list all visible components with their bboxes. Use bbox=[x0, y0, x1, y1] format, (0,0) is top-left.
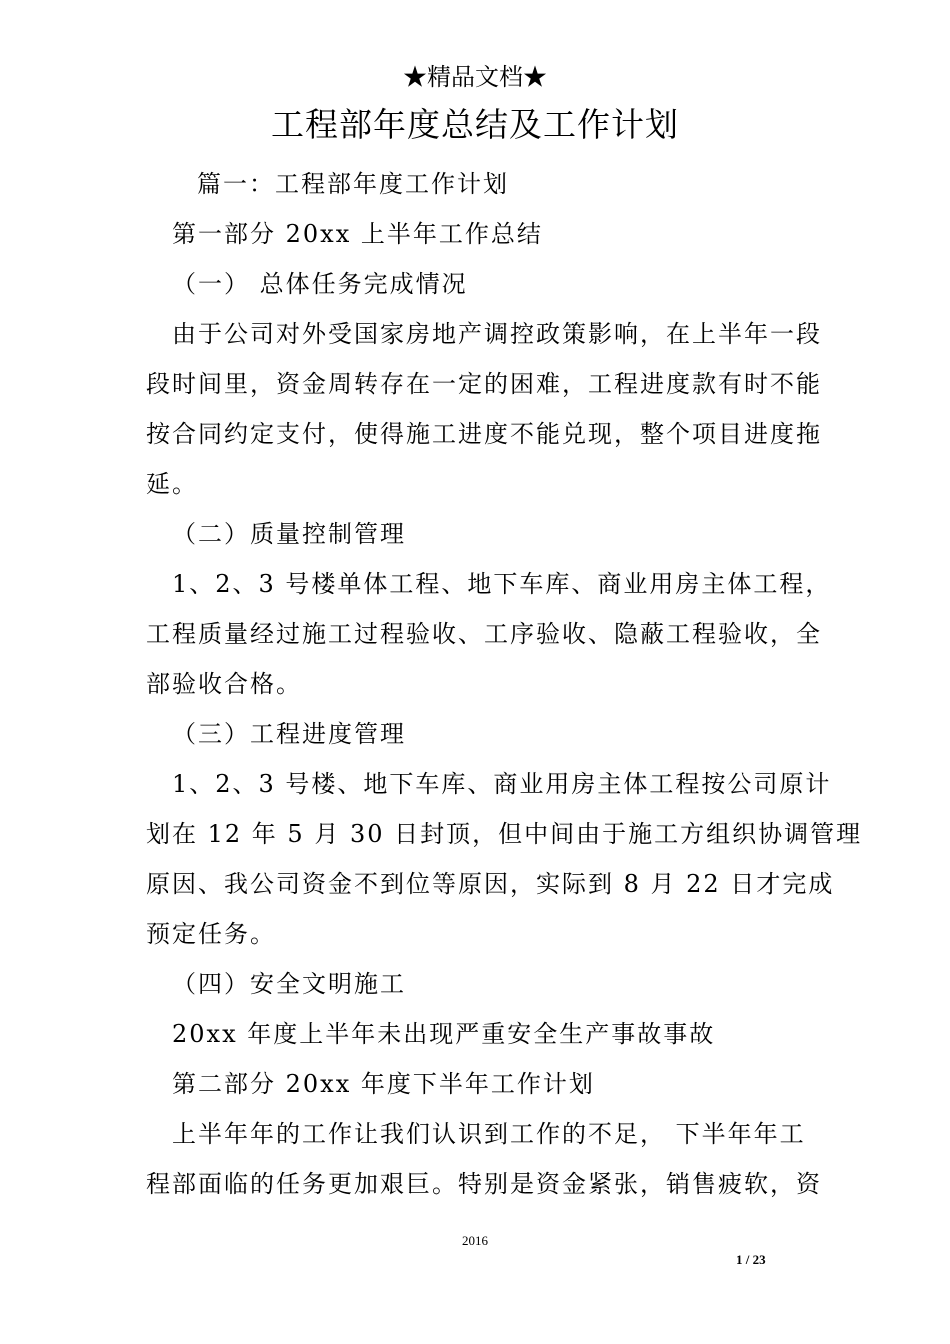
subsection-heading: （二）质量控制管理 bbox=[172, 520, 406, 548]
document-title: 工程部年度总结及工作计划 bbox=[271, 105, 679, 144]
header-mark: ★精品文档★ bbox=[403, 63, 547, 91]
paragraph-line: 由于公司对外受国家房地产调控政策影响，在上半年一段 bbox=[172, 320, 822, 348]
part-heading: 第二部分 20xx 年度下半年工作计划 bbox=[172, 1070, 595, 1098]
paragraph-line: 1、2、3 号楼、地下车库、商业用房主体工程按公司原计 bbox=[172, 770, 832, 798]
paragraph-line: 20xx 年度上半年未出现严重安全生产事故事故 bbox=[172, 1020, 716, 1048]
subsection-heading: （一） 总体任务完成情况 bbox=[172, 270, 468, 298]
paragraph-line: 1、2、3 号楼单体工程、地下车库、商业用房主体工程， bbox=[172, 570, 832, 598]
paragraph-line: 延。 bbox=[146, 470, 198, 498]
part-heading: 第一部分 20xx 上半年工作总结 bbox=[172, 220, 543, 248]
paragraph-line: 划在 12 年 5 月 30 日封顶，但中间由于施工方组织协调管理 bbox=[146, 820, 863, 848]
paragraph-line: 上半年年的工作让我们认识到工作的不足， 下半年年工 bbox=[172, 1120, 806, 1148]
subsection-heading: （三）工程进度管理 bbox=[172, 720, 406, 748]
page-number: 1 / 23 bbox=[736, 1252, 766, 1267]
subsection-heading: （四）安全文明施工 bbox=[172, 970, 406, 998]
paragraph-line: 段时间里，资金周转存在一定的困难，工程进度款有时不能 bbox=[146, 370, 822, 398]
footer-year: 2016 bbox=[462, 1233, 488, 1248]
paragraph-line: 工程质量经过施工过程验收、工序验收、隐蔽工程验收，全 bbox=[146, 620, 822, 648]
paragraph-line: 原因、我公司资金不到位等原因，实际到 8 月 22 日才完成 bbox=[146, 870, 835, 898]
paragraph-line: 程部面临的任务更加艰巨。特别是资金紧张，销售疲软，资 bbox=[146, 1170, 822, 1198]
paragraph-line: 部验收合格。 bbox=[146, 670, 302, 698]
section-heading: 篇一：工程部年度工作计划 bbox=[197, 170, 509, 198]
paragraph-line: 预定任务。 bbox=[146, 920, 276, 948]
paragraph-line: 按合同约定支付，使得施工进度不能兑现，整个项目进度拖 bbox=[146, 420, 822, 448]
